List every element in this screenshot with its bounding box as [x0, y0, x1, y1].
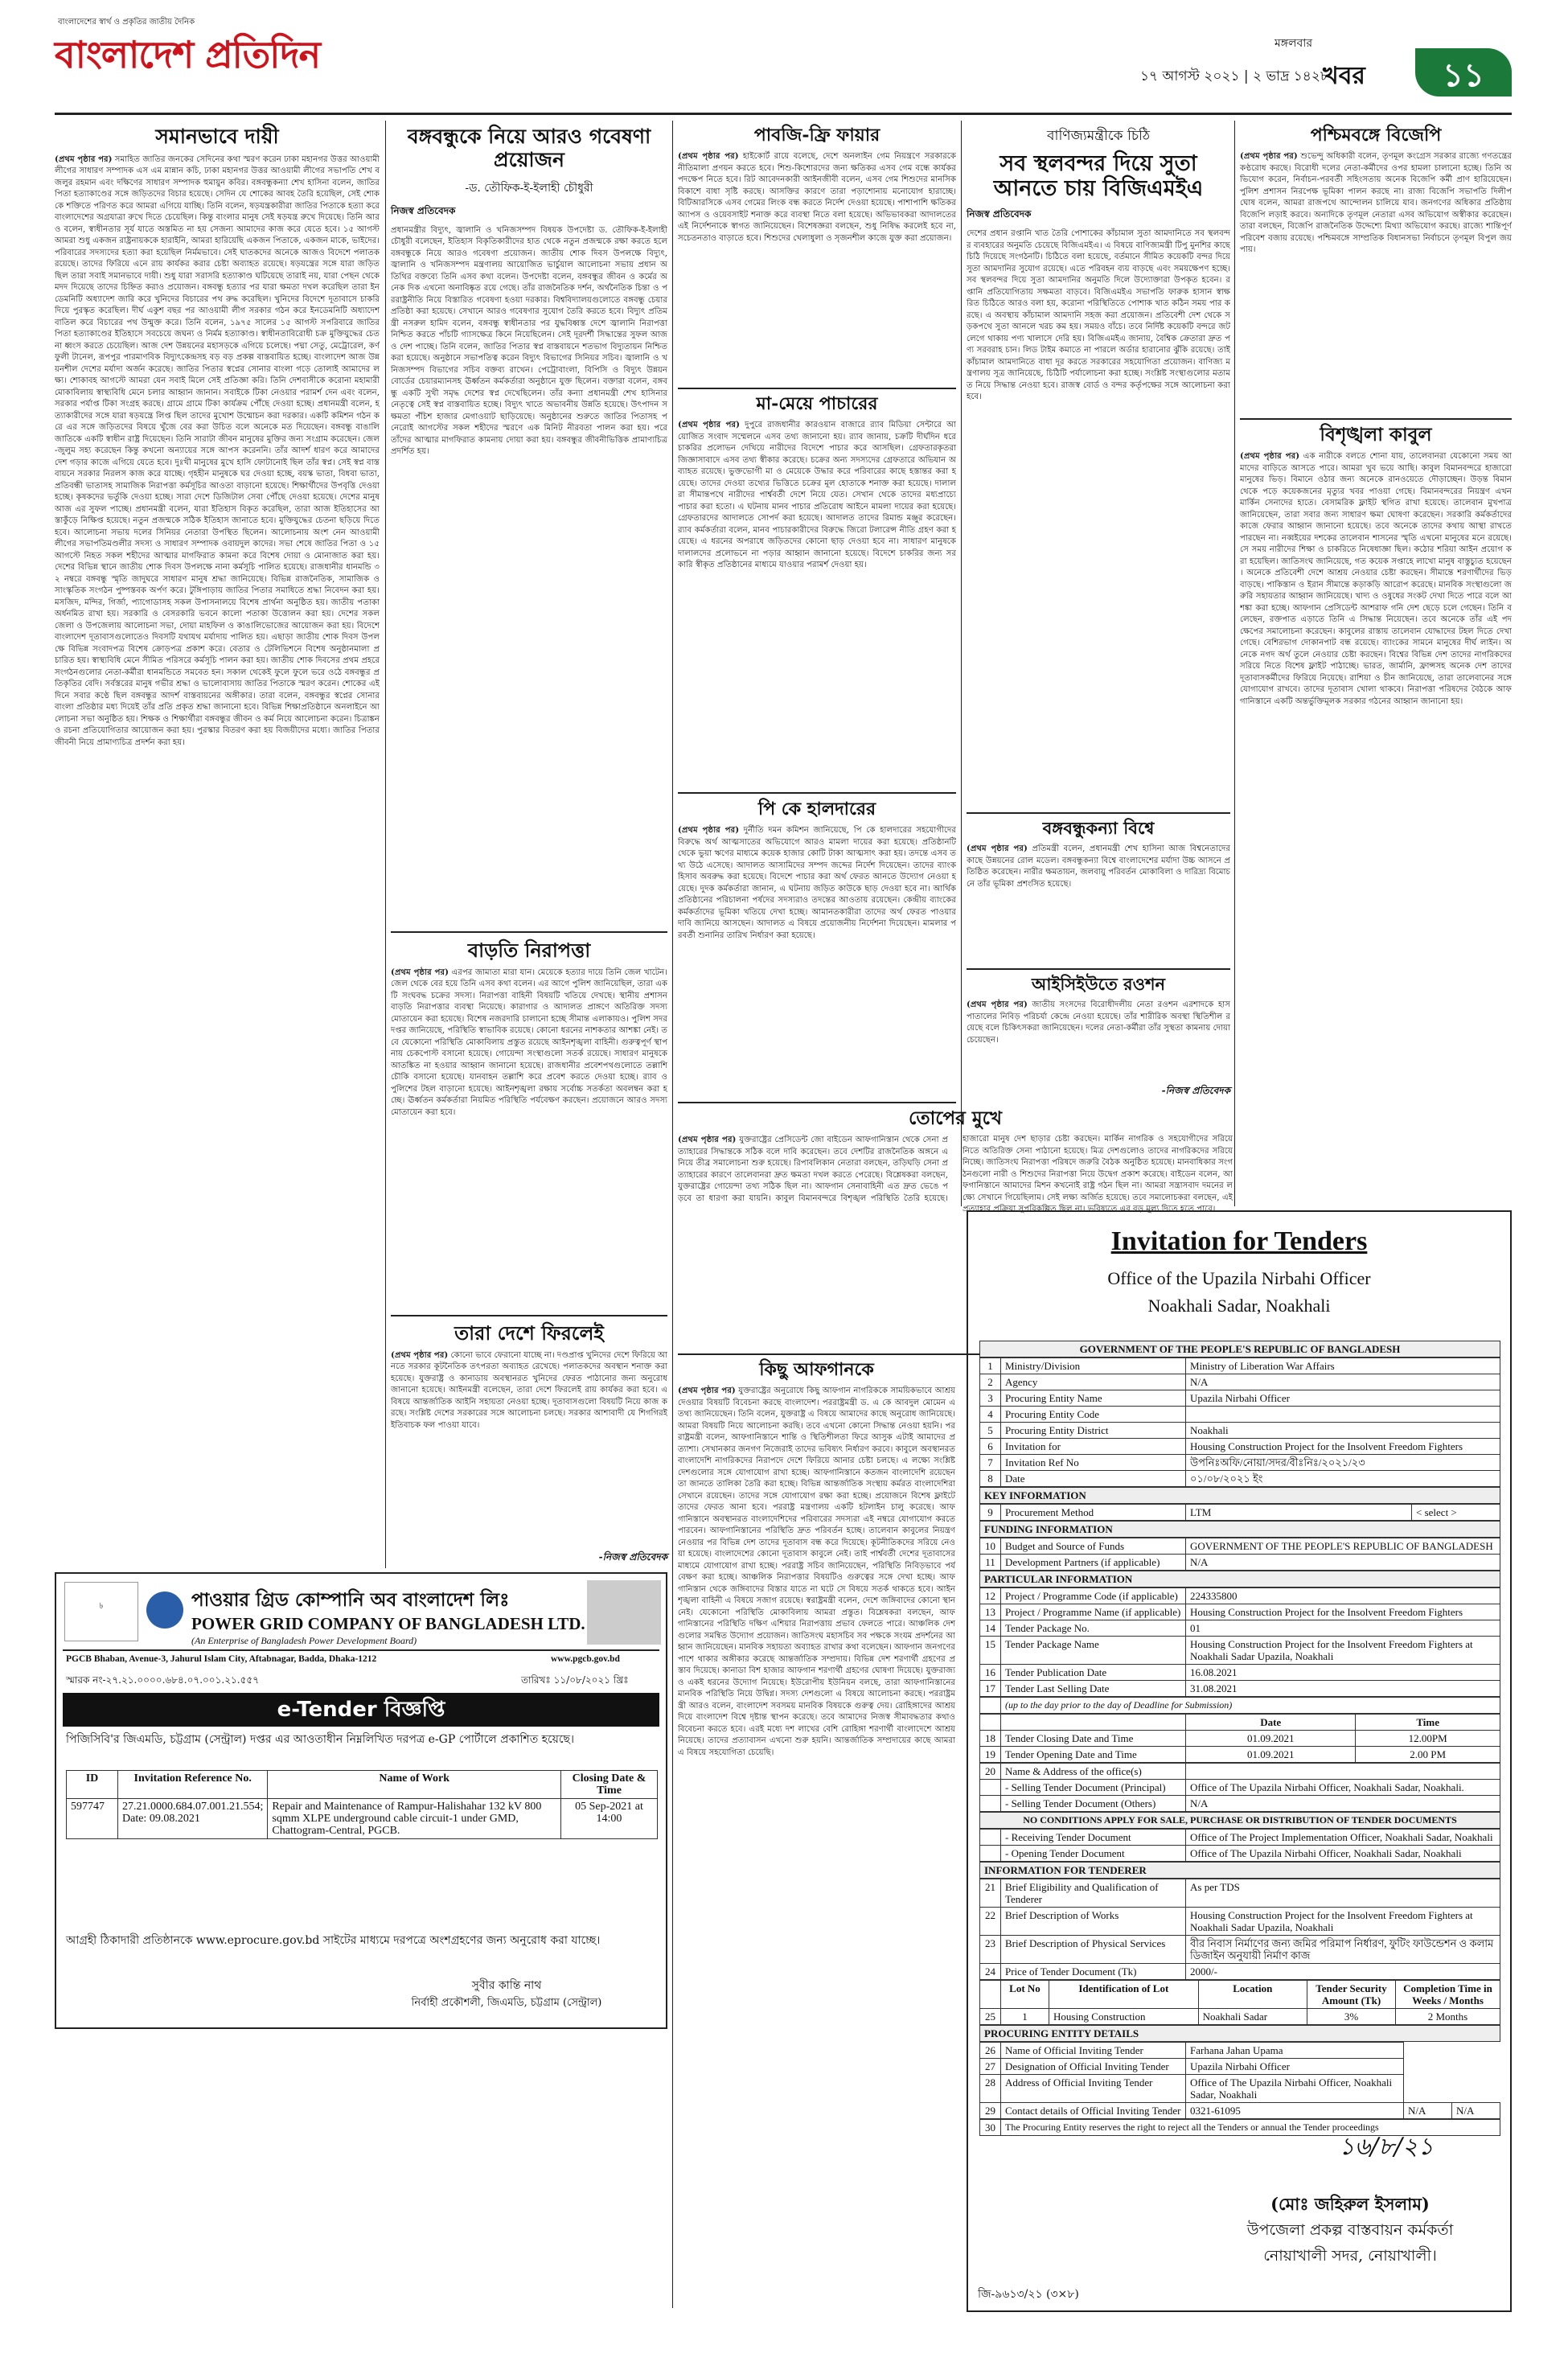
row-num: 13 — [980, 1604, 1001, 1620]
article-afghan — [678, 1355, 955, 2308]
row-label: Invitation for — [1001, 1439, 1186, 1455]
row-value: উপনিঃঅফি/নোয়া/সদর/বীঃনিঃ/২০২১/২৩ — [1186, 1455, 1500, 1471]
tender-row — [980, 1439, 1500, 1455]
lot-table — [979, 1980, 1500, 2025]
tender-row — [980, 1407, 1500, 1423]
row-value: Housing Construction Project for the Insolvent Freedom Fighters — [1186, 1604, 1500, 1620]
tender-row — [980, 2103, 1500, 2119]
sign-name: (মোঃ জহিরুল ইসলাম) — [1270, 2194, 1430, 2214]
etender-table — [66, 1770, 658, 1839]
lot-header: Lot No — [1001, 1981, 1049, 2009]
rows-offices — [979, 1763, 1500, 1812]
row-label: Project / Programme Code (if applicable) — [1001, 1588, 1186, 1604]
no-conditions — [979, 1812, 1500, 1829]
rows-funding — [979, 1538, 1500, 1571]
tender-row — [980, 1455, 1500, 1471]
sign-place: নোয়াখালী সদর, নোয়াখালী। — [1263, 2247, 1437, 2265]
row-label: Development Partners (if applicable) — [1001, 1555, 1186, 1571]
article-body: (প্রথম পৃষ্ঠার পর) দুপুরে রাজধানীর কারওয়ান বাজারে র‌্যাব মিডিয়া সেন্টারে আয়োজিত সংবাদ সম্মেলনে এসব তথ্য জানানো হয়। র‌্যাব জানায়, চক্রটি দীর্ঘদিন ধরে চাকরির প্রলোভন দেখিয়ে নারীদের বিদেশে পাচার করে আসছিল। গ্রেফতারকৃতরা জিজ্ঞাসাবাদে এসব তথ্য স্বীকার করেছে। চক্রের অন্য সদস্যদের গ্রেফতারে অভিযান অব্যাহত রয়েছে। ভুক্তভোগী মা ও মেয়েকে উদ্ধার করে পরিবারের কাছে হস্তান্তর করা হয়েছে। তাদের দেওয়া তথ্যের ভিত্তিতে চক্রের মূল হোতাকে শনাক্ত করা হয়েছে। দালালরা সীমান্তপথে নারীদের পার্শ্ববর্তী দেশে নিয়ে যেত। সেখান থেকে তাদের মধ্যপ্রাচ্যে পাচার করা হতো। এ ঘটনায় মানব পাচার প্রতিরোধ আইনে মামলা দায়ের করা হয়েছে। গ্রেফতারদের আদালতে সোপর্দ করা হয়েছে। আদালত তাদের রিমান্ড মঞ্জুর করেছেন। র‌্যাব কর্মকর্তারা বলেন, মানব পাচারকারীদের বিরুদ্ধে জিরো টলারেন্স নীতি গ্রহণ করা হয়েছে। এ ধরনের অপরাধে জড়িতদের কোনো ছাড় দেওয়া হবে না। সাধারণ মানুষকে দালালদের প্রলোভনে না পড়ার আহ্বান জানানো হয়েছে। বিদেশে চাকরির জন্য সরকারি স্বীকৃত প্রতিষ্ঠানের মাধ্যমে যাওয়ার পরামর্শ দেওয়া হয়। — [678, 420, 956, 570]
row-label: Name of Official Inviting Tender — [1001, 2043, 1186, 2059]
section-heading: FUNDING INFORMATION — [980, 1522, 1500, 1538]
article-body: (প্রথম পৃষ্ঠার পর) হাইকোর্ট রায়ে বলেছে, দেশে অনলাইন গেম নিয়ন্ত্রণে সরকারকে নীতিমালা প্রণয়ন করতে হবে। শিশু-কিশোরদের জন্য ক্ষতিকর এসব গেম বন্ধে কার্যকর পদক্ষেপ নিতে হবে। রিট আবেদনকারী আইনজীবী বলেন, এসব গেম শিশুদের মানসিক বিকাশে বাধা সৃষ্টি করছে। আসক্তির কারণে তারা পড়াশোনায় মনোযোগ হারাচ্ছে। বিটিআরসিকে এসব গেমের লিংক বন্ধ করতে নির্দেশ দেওয়া হয়েছে। পাশাপাশি ক্ষতিকর অ্যাপস ও ওয়েবসাইট শনাক্ত করে ব্যবস্থা নিতে বলা হয়েছে। অভিভাবকরা আদালতের এই নির্দেশনাকে স্বাগত জানিয়েছেন। বিশেষজ্ঞরা বলছেন, শুধু নিষিদ্ধ করলেই হবে না, সচেতনতাও বাড়াতে হবে। শিশুদের খেলাধুলা ও সৃজনশীল কাজে যুক্ত করা প্রয়োজন। — [678, 151, 956, 243]
row-value: 224335800 — [1186, 1588, 1500, 1604]
info-tenderer — [979, 1862, 1500, 1879]
tender-row — [980, 1538, 1500, 1555]
article-body: (প্রথম পৃষ্ঠার পর) প্রতিমন্ত্রী বলেন, প্রধানমন্ত্রী শেখ হাসিনা আজ বিশ্বনেতাদের কাছে উন্নয়নের রোল মডেল। বঙ্গবন্ধুকন্যা বিশ্বে বাংলাদেশের মর্যাদা উচ্চ আসনে প্রতিষ্ঠিত করেছেন। নারীর ক্ষমতায়ন, জলবায়ু পরিবর্তন মোকাবিলা ও দারিদ্র্য বিমোচনে তাঁর ভূমিকা প্রশংসিত হয়েছে। — [967, 844, 1230, 889]
etender-title: e-Tender বিজ্ঞপ্তি — [63, 1693, 659, 1727]
headline: বঙ্গবন্ধুকন্যা বিশ্বে — [1042, 818, 1155, 838]
section-heading: NO CONDITIONS APPLY FOR SALE, PURCHASE OR DISTRIBUTION OF TENDER DOCUMENTS — [980, 1813, 1500, 1829]
lot-header: Completion Time in Weeks / Months — [1396, 1981, 1500, 2009]
article-tara-deshe — [391, 1317, 667, 1567]
row-label: Brief Description of Physical Services — [1001, 1936, 1186, 1964]
section-rule — [391, 931, 667, 933]
selling-note — [979, 1697, 1500, 1714]
headline: পি কে হালদারের — [757, 799, 876, 819]
row-label: - Receiving Tender Document — [1001, 1830, 1186, 1846]
section-rule — [678, 792, 956, 794]
memo-date: তারিখঃ ১১/০৮/২০২১ খ্রিঃ — [521, 1674, 629, 1686]
headline: মা-মেয়ে পাচারের — [756, 393, 878, 414]
continued-label: (প্রথম পৃষ্ঠার পর) — [1240, 451, 1300, 462]
tender-row — [980, 1747, 1500, 1763]
tender-row — [980, 1374, 1500, 1390]
tender-row — [980, 1423, 1500, 1439]
row-num: 14 — [980, 1620, 1001, 1637]
row-date: 01.09.2021 — [1186, 1731, 1356, 1747]
article-body: (প্রথম পৃষ্ঠার পর) জাতীয় সংসদের বিরোধীদলীয় নেতা রওশন এরশাদকে হাসপাতালের নিবিড় পরিচর্যা কেন্দ্রে নেওয়া হয়েছে। তাঁর শারীরিক অবস্থা স্থিতিশীল রয়েছে বলে চিকিৎসকরা জানিয়েছেন। দলের নেতা-কর্মীরা তাঁর সুস্থতা কামনায় দোয়া চেয়েছেন। — [967, 1000, 1230, 1045]
row-value: N/A — [1186, 1555, 1500, 1571]
article-barti-nirapotta — [391, 934, 667, 1312]
row-label: Tender Publication Date — [1001, 1665, 1186, 1681]
tender-row — [980, 1555, 1500, 1571]
lot-time: 2 Months — [1396, 2009, 1500, 2025]
tender-row — [980, 2075, 1500, 2103]
company-subtitle: (An Enterprise of Bangladesh Power Development Board) — [191, 1635, 417, 1646]
col-header: Name of Work — [268, 1771, 561, 1799]
weekday: মঙ্গলবার — [1275, 37, 1313, 50]
row-label: Name & Address of the office(s) — [1001, 1764, 1186, 1780]
col-header: ID — [67, 1771, 118, 1799]
row-num: 23 — [980, 1936, 1001, 1964]
tender-title: Invitation for Tenders — [1110, 1226, 1368, 1256]
row-num: 8 — [980, 1471, 1001, 1487]
company-name-bn: পাওয়ার গ্রিড কোম্পানি অব বাংলাদেশ লিঃ — [191, 1589, 510, 1611]
row-num — [980, 1830, 1001, 1846]
lot-ident: Housing Construction — [1049, 2009, 1199, 2025]
row-time: 2.00 PM — [1356, 1747, 1500, 1763]
tender-row — [980, 1964, 1500, 1980]
newspaper-logo: বাংলাদেশ প্রতিদিন — [55, 33, 321, 76]
tender-row — [980, 1731, 1500, 1747]
row-label: Agency — [1001, 1374, 1186, 1390]
col-header: Closing Date & Time — [561, 1771, 658, 1799]
row-num: 26 — [980, 2043, 1001, 2059]
tender-ref: 27.21.0000.684.07.001.21.554; Date: 09.08.2021 — [118, 1799, 268, 1839]
continued-label: (প্রথম পৃষ্ঠার পর) — [967, 844, 1028, 854]
continued-label: (প্রথম পৃষ্ঠার পর) — [678, 420, 740, 430]
row-label: Project / Programme Name (if applicable) — [1001, 1604, 1186, 1620]
row-num: 4 — [980, 1407, 1001, 1423]
row-time: 12.00PM — [1356, 1731, 1500, 1747]
tender-row — [980, 1358, 1500, 1374]
rows-receiving — [979, 1829, 1500, 1862]
article-body: (প্রথম পৃষ্ঠার পর) এক নারীকে বলতে শোনা যায়, তালেবানরা যেকোনো সময় আমাদের বাড়িতে আসতে পারে। আমরা খুব ভয়ে আছি। কাবুল বিমানবন্দরে হাজারো মানুষের ভিড়। বিমানে ওঠার জন্য অনেকে রানওয়েতে দৌড়াচ্ছেন। উড়ন্ত বিমান থেকে পড়ে কয়েকজনের মৃত্যুর খবর পাওয়া গেছে। বিমানবন্দরের নিয়ন্ত্রণ এখন মার্কিন সেনাদের হাতে। বেসামরিক ফ্লাইট স্থগিত রাখা হয়েছে। তালেবান মুখপাত্র জানিয়েছেন, তারা সবার জন্য সাধারণ ক্ষমা ঘোষণা করেছেন। সরকারি কর্মকর্তাদের কাজে ফেরার আহ্বান জানানো হয়েছে। তবে অনেকে তাদের কথায় আস্থা রাখতে পারছেন না। নব্বইয়ের দশকের তালেবান শাসনের স্মৃতি এখনো মানুষের মনে রয়েছে। সে সময় নারীদের শিক্ষা ও চাকরিতে নিষেধাজ্ঞা ছিল। কঠোর শরিয়া আইন প্রয়োগ করা হয়েছিল। জাতিসংঘ জানিয়েছে, গত কয়েক সপ্তাহে লাখো মানুষ বাস্তুচ্যুত হয়েছেন। অনেকে প্রতিবেশী দেশে আশ্রয় নেওয়ার চেষ্টা করছেন। সীমান্তে শরণার্থীদের ভিড় বাড়ছে। পাকিস্তান ও ইরান সীমান্তে কড়াকড়ি আরোপ করেছে। মানবিক সংস্থাগুলো জরুরি সহায়তার আহ্বান জানিয়েছে। খাদ্য ও ওষুধের সংকট দেখা দিতে পারে বলে আশঙ্কা করা হচ্ছে। আফগান প্রেসিডেন্ট আশরাফ গনি দেশ ছেড়ে চলে গেছেন। তিনি বলেছেন, রক্তপাত এড়াতে তিনি এ সিদ্ধান্ত নিয়েছেন। তবে অনেকে তাঁর এই পদক্ষেপের সমালোচনা করেছেন। কাবুলের রাস্তায় তালেবান যোদ্ধাদের টহল দিতে দেখা গেছে। বেশিরভাগ দোকানপাট বন্ধ রয়েছে। ব্যাংকের সামনে মানুষের দীর্ঘ লাইন। অনেকে নগদ অর্থ তুলে নেওয়ার চেষ্টা করছেন। বিশ্বের বিভিন্ন দেশ তাদের নাগরিকদের সরিয়ে নিতে বিশেষ ফ্লাইট পাঠাচ্ছে। ভারত, জার্মানি, ফ্রান্সসহ অনেক দেশ তাদের দূতাবাসকর্মীদের ফিরিয়ে নিয়েছে। রাশিয়া ও চীন জানিয়েছে, তারা তালেবানের সঙ্গে যোগাযোগ রাখবে। তাদের দূতাবাস খোলা থাকবে। নিরাপত্তা পরিষদের বৈঠকে আফগানিস্তানে একটি অন্তর্ভুক্তিমূলক সরকার গঠনের আহ্বান জানানো হয়। — [1240, 451, 1512, 706]
row-num: 27 — [980, 2059, 1001, 2075]
row-label: Address of Official Inviting Tender — [1001, 2075, 1186, 2103]
headline: তারা দেশে ফিরলেই — [454, 1321, 604, 1345]
row-num: 19 — [980, 1747, 1001, 1763]
tender-location: Noakhali Sadar, Noakhali — [1147, 1296, 1331, 1316]
article-body: (প্রথম পৃষ্ঠার পর) সমাহিত জাতির জনকের সেদিনের কথা স্মরণ করেন ঢাকা মহানগর উত্তর আওয়ামী লীগের সাধারণ সম্পাদক এস এম মান্নান কচি, ঢাকা মহানগর উত্তর আওয়ামী লীগের সভাপতি শেখ বজলুর রহমান এবং দক্ষিণের সাধারণ সম্পাদক হুমায়ুন কবির। বঙ্গবন্ধুকন্যা শেখ হাসিনা বলেন, জাতির পিতা হত্যাকাণ্ডের সঙ্গে জড়িতদের বিচার হয়েছে। সেদিন যে শোকের আবহ তৈরি হয়েছিল, সেই শোককে শক্তিতে পরিণত করে আমরা এগিয়ে যাচ্ছি। তিনি বলেন, ষড়যন্ত্রকারীরা জাতির পিতাকে হত্যা করে বাংলাদেশের অগ্রযাত্রা রুখে দিতে চেয়েছিল। কিন্তু বাংলার মানুষ সেই ষড়যন্ত্র রুখে দিয়েছে। তিনি আরও বলেন, স্বাধীনতার সূর্য যাতে অস্তমিত না হয় সেজন্য আমাদের কাজ করে যেতে হবে। ১৫ আগস্ট আমরা শুধু একজন রাষ্ট্রনায়ককে হারাইনি, আমরা হারিয়েছি একজন পিতাকে, একজন মাকে, ভাইদের। পরিবারের সদস্যদের হত্যা করা হয়েছিল নির্মমভাবে। সেই ঘাতকদের অনেকে আজও বিদেশে পলাতক রয়েছে। তাদের ফিরিয়ে এনে রায় কার্যকর করার চেষ্টা অব্যাহত রয়েছে। ষড়যন্ত্রের সঙ্গে যারা জড়িত ছিল তারা সবাই সমানভাবে দায়ী। শুধু যারা সরাসরি হত্যাকাণ্ড ঘটিয়েছে তারাই নয়, যারা পেছন থেকে মদদ দিয়েছে তাদের চিহ্নিত করাও প্রয়োজন। বঙ্গবন্ধু হত্যার পর যারা ক্ষমতা দখল করেছিল তারা ইনডেমনিটি অধ্যাদেশ জারি করে খুনিদের বিচারের পথ রুদ্ধ করেছিল। খুনিদের বিদেশে দূতাবাসে চাকরি দিয়ে পুরস্কৃত করেছিল। দীর্ঘ একুশ বছর পর আওয়ামী লীগ সরকার গঠন করে ইনডেমনিটি অধ্যাদেশ বাতিল করে বিচারের পথ উন্মুক্ত করে। তিনি বলেন, ১৯৭৫ সালের ১৫ আগস্ট সপরিবারে জাতির পিতা হত্যাকাণ্ডের ইতিহাসে সবচেয়ে জঘন্য ও নির্মম হত্যাকাণ্ড। স্বাধীনতাবিরোধী চক্র মুক্তিযুদ্ধের চেতনা ধ্বংস করতে চেয়েছিল। আজ দেশ উন্নয়নের মহাসড়কে এগিয়ে চলেছে। পদ্মা সেতু, মেট্রোরেল, কর্ণফুলী টানেল, রূপপুর পারমাণবিক বিদ্যুৎকেন্দ্রসহ বড় বড় প্রকল্প বাস্তবায়িত হচ্ছে। বাংলাদেশ আজ উন্নয়নশীল দেশের মর্যাদা অর্জন করেছে। জাতির পিতার স্বপ্নের সোনার বাংলা গড়ে তোলাই আমাদের লক্ষ্য। শোকাবহ আগস্টে আমরা যেন সবাই মিলে সেই প্রতিজ্ঞা করি। তিনি দেশবাসীকে করোনা মহামারী মোকাবিলায় স্বাস্থ্যবিধি মেনে চলার আহ্বান জানান। সবাইকে টিকা নেওয়ার পরামর্শ দেন এবং বলেন, সরকার পর্যাপ্ত টিকা সংগ্রহ করছে। গ্রামে গ্রামে টিকা কার্যক্রম পৌঁছে দেওয়া হচ্ছে। প্রধানমন্ত্রী বলেন, হত্যাকারীদের সঙ্গে যারা ষড়যন্ত্রে লিপ্ত ছিল তাদের মুখোশ উন্মোচন করা দরকার। একটি কমিশন গঠন করে এর সঙ্গে জড়িতদের বিষয়ে খুঁজে বের করা উচিত বলে অনেকে মত দিয়েছেন। বঙ্গবন্ধু বাঙালি জাতিকে একটি স্বাধীন রাষ্ট্র দিয়েছেন। তিনি সারাটা জীবন মানুষের মুক্তির জন্য সংগ্রাম করেছেন। জেল-জুলুম সহ্য করেছেন কিন্তু কখনো অন্যায়ের সঙ্গে আপস করেননি। তাঁর আদর্শ ধারণ করে আমাদের দেশ গড়ার কাজে এগিয়ে যেতে হবে। দুঃখী মানুষের মুখে হাসি ফোটানোই ছিল তাঁর স্বপ্ন। সেই স্বপ্ন বাস্তবায়নে সরকার নিরলস কাজ করে যাচ্ছে। গৃহহীন মানুষকে ঘর দেওয়া হচ্ছে, বয়স্ক ভাতা, বিধবা ভাতা, প্রতিবন্ধী ভাতাসহ সামাজিক নিরাপত্তা কর্মসূচির আওতা বাড়ানো হয়েছে। শিক্ষার্থীদের উপবৃত্তি দেওয়া হচ্ছে। কৃষকদের ভর্তুকি দেওয়া হচ্ছে। সারা দেশে ডিজিটাল সেবা পৌঁছে দেওয়া হয়েছে। দেশের মানুষ আজ এর সুফল পাচ্ছে। প্রধানমন্ত্রী বলেন, যারা ইতিহাস বিকৃত করেছিল, তারা আজ ইতিহাসের আস্তাকুঁড়ে নিক্ষিপ্ত হয়েছে। নতুন প্রজন্মকে সঠিক ইতিহাস জানাতে হবে। মুক্তিযুদ্ধের চেতনা ছড়িয়ে দিতে হবে। আলোচনা সভায় দলের সিনিয়র নেতারা উপস্থিত ছিলেন। আলোচনায় অংশ নেন আওয়ামী লীগের সভাপতিমণ্ডলীর সদস্য ও সাধারণ সম্পাদক ওবায়দুল কাদের। সভা শেষে জাতির পিতা ও ১৫ আগস্টে নিহত সকল শহীদের আত্মার মাগফিরাত কামনা করে বিশেষ দোয়া ও মোনাজাত করা হয়। দেশের বিভিন্ন স্থানে জাতীয় শোক দিবস উপলক্ষে নানা কর্মসূচি পালিত হয়েছে। রাজধানীর ধানমন্ডি ৩২ নম্বরে বঙ্গবন্ধু স্মৃতি জাদুঘরে সাধারণ মানুষ শ্রদ্ধা জানিয়েছে। বিভিন্ন রাজনৈতিক, সামাজিক ও সাংস্কৃতিক সংগঠন পুষ্পস্তবক অর্পণ করে। টুঙ্গিপাড়ায় জাতির পিতার সমাধিতে শ্রদ্ধা নিবেদন করা হয়। মসজিদ, মন্দির, গির্জা, প্যাগোডাসহ সকল উপাসনালয়ে বিশেষ প্রার্থনা অনুষ্ঠিত হয়। জাতীয় পতাকা অর্ধনমিত রাখা হয়। সরকারি ও বেসরকারি ভবনে কালো পতাকা উত্তোলন করা হয়। দেশের সকল জেলা ও উপজেলায় আলোচনা সভা, দোয়া মাহফিল ও কাঙালিভোজের আয়োজন করা হয়। বিদেশে বাংলাদেশ দূতাবাসগুলোতেও দিবসটি যথাযথ মর্যাদায় পালিত হয়। এছাড়া জাতীয় শোক দিবস উপলক্ষে বিভিন্ন সংবাদপত্র বিশেষ ক্রোড়পত্র প্রকাশ করে। বেতার ও টেলিভিশনে বিশেষ অনুষ্ঠানমালা প্রচারিত হয়। স্বাস্থ্যবিধি মেনে সীমিত পরিসরে কর্মসূচি পালন করা হয়। জাতীয় শোক দিবসের প্রথম প্রহরে সংগঠনগুলোর নেতা-কর্মীরা ধানমন্ডিতে সমবেত হন। সকাল থেকেই ফুলে ফুলে ভরে ওঠে বঙ্গবন্ধুর প্রতিকৃতির বেদি। সর্বস্তরের মানুষ গভীর শ্রদ্ধা ও ভালোবাসায় জাতির পিতাকে স্মরণ করেন। শোকের এই দিনে সবার কণ্ঠে ছিল বঙ্গবন্ধুর আদর্শ বাস্তবায়নের অঙ্গীকার। তারা বলেন, বঙ্গবন্ধুর স্বপ্নের সোনার বাংলা প্রতিষ্ঠার মধ্য দিয়েই তাঁর প্রতি প্রকৃত শ্রদ্ধা জানানো হবে। বিভিন্ন শিক্ষাপ্রতিষ্ঠানে অনলাইনে আলোচনা সভা অনুষ্ঠিত হয়। শিক্ষক ও শিক্ষার্থীরা বঙ্গবন্ধুর জীবন ও কর্ম নিয়ে আলোচনা করেন। চিত্রাঙ্কন ও রচনা প্রতিযোগিতার আয়োজন করা হয়। পুরস্কার বিতরণ করা হয় বিজয়ীদের মধ্যে। জাতির পিতার জীবনী নিয়ে প্রামাণ্যচিত্র প্রদর্শন করা হয়। — [55, 154, 380, 747]
tender-work: Repair and Maintenance of Rampur-Halishahar 132 kV 800 sqmm XLPE underground cable circuit-1 under GMD, Chattogram-Central, PGCB. — [268, 1799, 561, 1839]
row-num: 30 — [980, 2120, 1001, 2136]
headline: বিশৃঙ্খলা কাবুল — [1320, 424, 1432, 446]
tender-office: Office of the Upazila Nirbahi Officer — [1107, 1268, 1371, 1288]
article-bangabandhu-kanya — [967, 814, 1230, 967]
row-label: Price of Tender Document (Tk) — [1001, 1964, 1186, 1980]
row-num: 6 — [980, 1439, 1001, 1455]
page-number: ১১ — [1443, 57, 1484, 94]
lot-location: Noakhali Sadar — [1198, 2009, 1307, 2025]
row-label: Procuring Entity District — [1001, 1423, 1186, 1439]
masthead-rule — [55, 113, 1512, 115]
row-label: Date — [1001, 1471, 1186, 1487]
rows-tenderer — [979, 1879, 1500, 1980]
row-date: 01.09.2021 — [1186, 1747, 1356, 1763]
tender-row — [980, 2043, 1500, 2059]
row-value: Farhana Jahan Upama — [1186, 2043, 1404, 2059]
row-num: 29 — [980, 2103, 1001, 2119]
row-value: 31.08.2021 — [1186, 1681, 1500, 1697]
article-body: (প্রথম পৃষ্ঠার পর) যুক্তরাষ্ট্রের প্রেসিডেন্ট জো বাইডেন আফগানিস্তান থেকে সেনা প্রত্যাহারের সিদ্ধান্তকে সঠিক বলে দাবি করেছেন। তবে দেশটির রাজনৈতিক অঙ্গনে এ নিয়ে তীব্র সমালোচনা শুরু হয়েছে। রিপাবলিকান নেতারা বলছেন, তড়িঘড়ি সেনা প্রত্যাহারের কারণে তালেবানরা দ্রুত ক্ষমতা দখল করতে পেরেছে। বিশ্লেষকরা বলছেন, যুক্তরাষ্ট্রের গোয়েন্দা তথ্য সঠিক ছিল না। আফগান সেনাবাহিনী এত দ্রুত ভেঙে পড়বে তা ধারণা করা যায়নি। কাবুল বিমানবন্দরে বিশৃঙ্খল পরিস্থিতি তৈরি হয়েছে। হাজারো মানুষ দেশ ছাড়ার চেষ্টা করছেন। মার্কিন নাগরিক ও সহযোগীদের সরিয়ে নিতে অতিরিক্ত সেনা পাঠানো হয়েছে। মিত্র দেশগুলোও তাদের নাগরিকদের সরিয়ে নিচ্ছে। জাতিসংঘ নিরাপত্তা পরিষদে জরুরি বৈঠক অনুষ্ঠিত হয়েছে। মানবাধিকার সংগঠনগুলো নারী ও শিশুদের নিরাপত্তা নিয়ে উদ্বেগ প্রকাশ করেছে। বাইডেন বলেন, আফগানিস্তানে আমাদের মিশন কখনোই রাষ্ট্র গঠন ছিল না। আমরা সন্ত্রাসবাদ দমনের লক্ষ্যে সেখানে গিয়েছিলাম। সেই লক্ষ্য অর্জিত হয়েছে। তবে সমালোচকরা বলছেন, এই প্রত্যাহার প্রক্রিয়া সুপরিকল্পিত ছিল না। ভবিষ্যতে এর বড় মূল্য দিতে হতে পারে। — [678, 1135, 1233, 1214]
row-label: - Selling Tender Document (Others) — [1001, 1796, 1186, 1812]
row-value: Housing Construction Project for the Insolvent Freedom Fighters at Noakhali Sadar Upazila, Noakhali — [1186, 1637, 1500, 1665]
row-num: 11 — [980, 1555, 1001, 1571]
kicker: বাণিজ্যমন্ত্রীকে চিঠি — [1047, 128, 1150, 144]
procurement-method — [979, 1504, 1500, 1521]
row-num: 2 — [980, 1374, 1001, 1390]
row-label: Procuring Entity Name — [1001, 1390, 1186, 1407]
article-west-bengal — [1240, 121, 1512, 417]
row-value: 01 — [1186, 1620, 1500, 1637]
signatory-title: নির্বাহী প্রকৌশলী, জিএমডি, চট্টগ্রাম (সেন্ট্রাল) — [411, 1997, 602, 2009]
article-body: (প্রথম পৃষ্ঠার পর) দুর্নীতি দমন কমিশন জানিয়েছে, পি কে হালদারের সহযোগীদের বিরুদ্ধে অর্থ আত্মসাতের অভিযোগে আরও মামলা দায়ের করা হয়েছে। প্রতিষ্ঠানটি থেকে ভুয়া ঋণের মাধ্যমে কয়েক হাজার কোটি টাকা আত্মসাৎ করা হয়। তদন্তে এসব তথ্য উঠে এসেছে। আদালত আসামিদের সম্পদ জব্দের নির্দেশ দিয়েছেন। তাদের ব্যাংক হিসাব অবরুদ্ধ করা হয়েছে। বিদেশে পাচার করা অর্থ ফেরত আনতে উদ্যোগ নেওয়া হয়েছে। দুদক কর্মকর্তারা জানান, এ ঘটনায় জড়িত কাউকে ছাড় দেওয়া হবে না। আর্থিক প্রতিষ্ঠানের পরিচালনা পর্ষদের সদস্যরাও তদন্তের আওতায় রয়েছেন। কেন্দ্রীয় ব্যাংকের কর্মকর্তাদের ভূমিকা খতিয়ে দেখা হচ্ছে। আমানতকারীরা তাদের অর্থ ফেরত পাওয়ার দাবি জানিয়ে আসছেন। আদালত এ বিষয়ে প্রয়োজনীয় নির্দেশনা দিয়েছেন। মামলার পরবর্তী শুনানির তারিখ নির্ধারণ করা হয়েছে। — [678, 825, 956, 940]
tender-row — [980, 1588, 1500, 1604]
article-body: দেশের প্রধান রপ্তানি খাত তৈরি পোশাকের কাঁচামাল সুতা আমদানিতে সব স্থলবন্দর ব্যবহারের অনুমতি চেয়েছে বিজিএমইএ। এ বিষয়ে বাণিজ্যমন্ত্রী টিপু মুনশির কাছে চিঠি দিয়েছে সংগঠনটি। চিঠিতে বলা হয়েছে, বর্তমানে সীমিত কয়েকটি বন্দর দিয়ে সুতা আমদানির সুযোগ রয়েছে। এতে পরিবহন ব্যয় বাড়ছে এবং সময়ক্ষেপণ হচ্ছে। সব স্থলবন্দর দিয়ে সুতা আমদানির অনুমতি দিলে উদ্যোক্তারা উপকৃত হবেন। রপ্তানি প্রতিযোগিতায় সক্ষমতা বাড়বে। বিজিএমইএ সভাপতি ফারুক হাসান স্বাক্ষরিত চিঠিতে আরও বলা হয়, করোনা পরিস্থিতিতে পোশাক খাত কঠিন সময় পার করছে। এ অবস্থায় কাঁচামাল আমদানি সহজ করা প্রয়োজন। প্রতিবেশী দেশ থেকে সড়কপথে সুতা আনলে খরচ কম হয়। সময়ও বাঁচে। তবে নির্দিষ্ট কয়েকটি বন্দরে জট লেগে থাকায় পণ্য খালাসে দেরি হয়। বিজিএমইএ জানায়, বৈশ্বিক ক্রেতারা দ্রুত পণ্য সরবরাহ চান। লিড টাইম কমাতে না পারলে অর্ডার হারানোর ঝুঁকি রয়েছে। তাই কাঁচামাল আমদানিতে বাধা দূর করতে সরকারের সহযোগিতা প্রয়োজন। বাণিজ্য মন্ত্রণালয় সূত্র জানিয়েছে, চিঠিটি পর্যালোচনা করা হচ্ছে। সংশ্লিষ্ট সংস্থাগুলোর মতামত নিয়ে সিদ্ধান্ত নেওয়া হবে। রাজস্ব বোর্ড ও বন্দর কর্তৃপক্ষের সঙ্গে আলোচনা করা হবে। — [967, 229, 1230, 402]
row-num: 24 — [980, 1964, 1001, 1980]
continued-label: (প্রথম পৃষ্ঠার পর) — [967, 1000, 1028, 1010]
reporter: -নিজস্ব প্রতিবেদক — [598, 1550, 667, 1563]
row-num: 25 — [980, 2009, 1001, 2025]
row-value — [1186, 1407, 1500, 1423]
row-value: N/A — [1186, 1374, 1500, 1390]
headline: পাবজি-ফ্রি ফায়ার — [753, 125, 880, 146]
continued-label: (প্রথম পৃষ্ঠার পর) — [55, 154, 113, 164]
row-num: 18 — [980, 1731, 1001, 1747]
tender-row — [980, 1764, 1500, 1780]
tender-row — [980, 1471, 1500, 1487]
tender-row — [980, 1879, 1500, 1908]
company-website[interactable]: www.pgcb.gov.bd — [551, 1654, 620, 1664]
tender-row — [980, 1796, 1500, 1812]
row-num: 9 — [980, 1505, 1001, 1521]
reporter: -নিজস্ব প্রতিবেদক — [1161, 1085, 1230, 1097]
row-value: Office of The Project Implementation Officer, Noakhali Sadar, Noakhali — [1186, 1830, 1500, 1846]
particular-info — [979, 1571, 1500, 1587]
issue-date: ১৭ আগস্ট ২০২১ | ২ ভাদ্র ১৪২৮ — [1140, 68, 1329, 84]
headline: সব স্থলবন্দর দিয়ে সুতা আনতে চায় বিজিএমইএ — [993, 151, 1204, 202]
row-num: 12 — [980, 1588, 1001, 1604]
date-header: Date — [1186, 1715, 1356, 1731]
article-pubg — [678, 121, 956, 386]
row-value: Upazila Nirbahi Officer — [1186, 1390, 1500, 1407]
method-select: < select > — [1412, 1505, 1500, 1521]
column-divider — [961, 121, 962, 1206]
article-sutay — [967, 121, 1230, 811]
article-body: (প্রথম পৃষ্ঠার পর) শুভেন্দু অধিকারী বলেন, তৃণমূল কংগ্রেস সরকার রাজ্যে গণতন্ত্রের কণ্ঠরোধ করছে। বিরোধী দলের নেতা-কর্মীদের ওপর হামলা চালানো হচ্ছে। তিনি অভিযোগ করেন, নির্বাচন-পরবর্তী সহিংসতায় অনেক বিজেপি কর্মী প্রাণ হারিয়েছেন। পুলিশ প্রশাসন নিরপেক্ষ ভূমিকা পালন করছে না। রাজ্য বিজেপি সভাপতি দিলীপ ঘোষ বলেন, আমরা রাজপথে আন্দোলন চালিয়ে যাব। জনগণের অধিকার প্রতিষ্ঠায় বিজেপি লড়াই করবে। অন্যদিকে তৃণমূল নেতারা এসব অভিযোগ অস্বীকার করেছেন। তারা বলছেন, বিজেপি রাজনৈতিক উদ্দেশ্যে মিথ্যা অভিযোগ করছে। রাজ্যে শান্তিপূর্ণ পরিবেশ বজায় রয়েছে। পশ্চিমবঙ্গে সাম্প্রতিক বিধানসভা নির্বাচনে তৃণমূল বিপুল জয় পায়। — [1240, 151, 1512, 255]
tender-row — [980, 1681, 1500, 1697]
tender-row — [980, 1780, 1500, 1796]
article-saman — [55, 121, 380, 1560]
headline: বাড়তি নিরাপত্তা — [467, 939, 591, 962]
row-value: 2000/- — [1186, 1964, 1500, 1980]
row-num: 16 — [980, 1665, 1001, 1681]
time-header: Time — [1356, 1715, 1500, 1731]
row-label: Brief Eligibility and Qualification of Tenderer — [1001, 1879, 1186, 1908]
row-value: Housing Construction Project for the Insolvent Freedom Fighters at Noakhali Sadar Upazila, Noakhali — [1186, 1908, 1500, 1936]
continued-label: (প্রথম পৃষ্ঠার পর) — [678, 825, 740, 836]
article-body: (প্রথম পৃষ্ঠার পর) এরপর জামাতা মারা যান। মেয়েকে হত্যার দায়ে তিনি জেল খাটেন। জেল থেকে বের হয়ে তিনি এসব কথা বলেন। এর আগে পুলিশ জানিয়েছিল, তারা একটি সংঘবদ্ধ চক্রের সদস্য। নিরাপত্তা বাহিনী বিষয়টি খতিয়ে দেখছে। স্থানীয় প্রশাসন বাড়তি নিরাপত্তার ব্যবস্থা নিয়েছে। কারাগার ও আদালত প্রাঙ্গণে অতিরিক্ত সদস্য মোতায়েন করা হয়েছে। বিশেষ নজরদারি চালানো হচ্ছে সীমান্ত এলাকায়ও। পুলিশ সদর দপ্তর জানিয়েছে, পরিস্থিতি স্বাভাবিক রয়েছে। কোনো ধরনের নাশকতার আশঙ্কা নেই। তবে যেকোনো পরিস্থিতি মোকাবিলায় প্রস্তুত রয়েছে আইনশৃঙ্খলা বাহিনী। গুরুত্বপূর্ণ স্থাপনায় চেকপোস্ট বসানো হয়েছে। গোয়েন্দা সংস্থাগুলো সতর্ক রয়েছে। সাধারণ মানুষকে আতঙ্কিত না হওয়ার আহ্বান জানানো হয়েছে। রাজধানীর প্রবেশপথগুলোতে তল্লাশি চৌকি বসানো হয়েছে। যানবাহন তল্লাশি করে প্রবেশ করতে দেওয়া হচ্ছে। র‌্যাব ও পুলিশের টহল বাড়ানো হয়েছে। আইনশৃঙ্খলা রক্ষায় সর্বোচ্চ সতর্কতা অবলম্বন করা হচ্ছে। ঊর্ধ্বতন কর্মকর্তারা নিয়মিত পরিস্থিতি পর্যবেক্ষণ করছেন। প্রয়োজনে আরও সদস্য মোতায়েন করা হবে। — [391, 967, 667, 1117]
row-label: Brief Description of Works — [1001, 1908, 1186, 1936]
row-label: - Selling Tender Document (Principal) — [1001, 1780, 1186, 1796]
row-value: 16.08.2021 — [1186, 1665, 1500, 1681]
row-value: Housing Construction Project for the Insolvent Freedom Fighters — [1186, 1439, 1500, 1455]
column-divider — [672, 121, 673, 2308]
row-value: Upazila Nirbahi Officer — [1186, 2059, 1404, 2075]
row-value: Office of The Upazila Nirbahi Officer, Noakhali Sadar, Noakhali. — [1186, 1780, 1500, 1796]
section-rule — [391, 1315, 667, 1316]
tender-row — [980, 1830, 1500, 1846]
row-label: Ministry/Division — [1001, 1358, 1186, 1374]
tender-id: 597747 — [67, 1799, 118, 1839]
article-body: (প্রথম পৃষ্ঠার পর) যুক্তরাষ্ট্রের অনুরোধে কিছু আফগান নাগরিককে সাময়িকভাবে আশ্রয় দেওয়ার বিষয়টি বিবেচনা করছে বাংলাদেশ। পররাষ্ট্রমন্ত্রী ড. এ কে আবদুল মোমেন এ তথ্য জানিয়েছেন। তিনি বলেন, যুক্তরাষ্ট্র এ বিষয়ে আমাদের কাছে অনুরোধ জানিয়েছে। আমরা বিষয়টি নিয়ে আলোচনা করছি। তবে এখনো কোনো সিদ্ধান্ত নেওয়া হয়নি। পররাষ্ট্রমন্ত্রী বলেন, আফগানিস্তানে শান্তি ও স্থিতিশীলতা ফিরে আসুক এটাই আমাদের প্রত্যাশা। সেখানকার জনগণ নিজেরাই তাদের ভবিষ্যৎ নির্ধারণ করবে। কাবুলে অবস্থানরত বাংলাদেশি নাগরিকদের নিরাপদে দেশে ফিরিয়ে আনার চেষ্টা চলছে। এ লক্ষ্যে সংশ্লিষ্ট দেশগুলোর সঙ্গে যোগাযোগ রাখা হচ্ছে। আফগানিস্তানে কতজন বাংলাদেশি রয়েছেন তা জানতে তালিকা তৈরি করা হচ্ছে। বিভিন্ন আন্তর্জাতিক সংস্থায় কর্মরত বাংলাদেশিরা সেখানে রয়েছেন। তাদের সঙ্গে যোগাযোগ রক্ষা করা হচ্ছে। প্রয়োজনে বিশেষ ফ্লাইটে তাদের ফেরত আনা হবে। পররাষ্ট্র মন্ত্রণালয় একটি হটলাইন চালু করেছে। আফগানিস্তানে অবস্থানরত বাংলাদেশিদের পরিবারের সদস্যরা এই নম্বরে যোগাযোগ করতে পারবেন। আফগানিস্তানের পরিস্থিতি দ্রুত পরিবর্তন হচ্ছে। তালেবান কাবুলের নিয়ন্ত্রণ নেওয়ার পর বিভিন্ন দেশ তাদের দূতাবাস বন্ধ করে দিয়েছে। কূটনীতিকদের সরিয়ে নেওয়া হয়েছে। বাংলাদেশের কোনো দূতাবাস কাবুলে নেই। তাই পার্শ্ববর্তী দেশের দূতাবাসের মাধ্যমে যোগাযোগ রাখা হচ্ছে। পররাষ্ট্র সচিব জানিয়েছেন, পরিস্থিতি নিবিড়ভাবে পর্যবেক্ষণ করা হচ্ছে। আঞ্চলিক নিরাপত্তার বিষয়টিও গুরুত্বের সঙ্গে দেখা হচ্ছে। আফগানিস্তান থেকে জঙ্গিবাদের বিস্তার যাতে না ঘটে সে বিষয়ে সতর্ক থাকতে হবে। আইনশৃঙ্খলা বাহিনী এ বিষয়ে সজাগ রয়েছে। স্বরাষ্ট্রমন্ত্রী বলেন, দেশে জঙ্গিবাদের কোনো স্থান নেই। যেকোনো পরিস্থিতি মোকাবিলায় আমরা প্রস্তুত। বিশ্লেষকরা বলছেন, আফগানিস্তানের পরিস্থিতি দক্ষিণ এশিয়ার নিরাপত্তায় প্রভাব ফেলতে পারে। আঞ্চলিক দেশগুলোর সমন্বিত উদ্যোগ প্রয়োজন। জাতিসংঘ মহাসচিব সব পক্ষকে সংযম প্রদর্শনের আহ্বান জানিয়েছেন। মানবিক সহায়তা অব্যাহত রাখার কথা বলেছেন। আফগান জনগণের পাশে থাকার অঙ্গীকার করেছে আন্তর্জাতিক সম্প্রদায়। বিভিন্ন দেশ শরণার্থী গ্রহণের প্রস্তাব দিয়েছে। কানাডা বিশ হাজার আফগান শরণার্থী গ্রহণের ঘোষণা দিয়েছে। যুক্তরাজ্যও একই ধরনের উদ্যোগ নিয়েছে। ইউরোপীয় ইউনিয়ন বলছে, তারা আফগানিস্তানের মানবিক পরিস্থিতি নিয়ে উদ্বিগ্ন। সদস্য দেশগুলো এ বিষয়ে আলোচনা করছে। পররাষ্ট্রমন্ত্রী আরও বলেন, বাংলাদেশ সবসময় মানবিক বিষয়কে গুরুত্ব দেয়। রোহিঙ্গাদের আশ্রয় দিয়ে বাংলাদেশ বিশ্বে দৃষ্টান্ত স্থাপন করেছে। তবে আমাদের নিজস্ব সীমাবদ্ধতার কথাও বিবেচনা করতে হবে। এরই মধ্যে দশ লাখের বেশি রোহিঙ্গা শরণার্থী বাংলাদেশে আশ্রয় নিয়েছে। তাদের প্রত্যাবাসন এখনো শুরু হয়নি। আন্তর্জাতিক সম্প্রদায়ের কাছে আমরা এ বিষয়ে সহযোগিতা চেয়েছি। — [678, 1386, 955, 1757]
continued-label: (প্রথম পৃষ্ঠার পর) — [1240, 151, 1298, 162]
row-num: 17 — [980, 1681, 1001, 1697]
row-label: Procurement Method — [1001, 1505, 1186, 1521]
rows-dates — [979, 1714, 1500, 1763]
tender-ad — [967, 1210, 1512, 2312]
company-address: PGCB Bhaban, Avenue-3, Jahurul Islam City, Aftabnagar, Badda, Dhaka-1212 — [66, 1654, 377, 1664]
article-ma-meye — [678, 389, 956, 790]
row-label: - Opening Tender Document — [1001, 1846, 1186, 1862]
article-kabul — [1240, 420, 1512, 1099]
row-label: Tender Last Selling Date — [1001, 1681, 1186, 1697]
headline: সমানভাবে দায়ী — [155, 125, 279, 148]
row-num — [980, 1846, 1001, 1862]
row-label: Tender Opening Date and Time — [1001, 1747, 1186, 1763]
entity-details — [979, 2025, 1500, 2042]
lot-header: Tender Security Amount (Tk) — [1307, 1981, 1396, 2009]
row-num: 10 — [980, 1538, 1001, 1555]
lot-header: Identification of Lot — [1049, 1981, 1199, 2009]
row-num: 21 — [980, 1879, 1001, 1908]
tender-row — [980, 1908, 1500, 1936]
row-label: Invitation Ref No — [1001, 1455, 1186, 1471]
row-value: N/A — [1452, 2103, 1500, 2119]
row-value: Office of The Upazila Nirbahi Officer, Noakhali Sadar, Noakhali — [1186, 1846, 1500, 1862]
tender-row — [980, 1604, 1500, 1620]
pgcb-logo-icon — [146, 1592, 183, 1629]
row-label: Tender Package No. — [1001, 1620, 1186, 1637]
row-value: LTM — [1186, 1505, 1412, 1521]
section-heading: KEY INFORMATION — [980, 1488, 1500, 1504]
tender-closing: 05 Sep-2021 at 14:00 — [561, 1799, 658, 1839]
headline: তোপের মুখে — [909, 1107, 1002, 1129]
mujib-year-logo: ৳ — [64, 1582, 138, 1641]
headline: কিছু আফগানকে — [759, 1359, 874, 1380]
article-body: (প্রথম পৃষ্ঠার পর) কোনো ভাবে ফেরানো যাচ্ছে না। দণ্ডপ্রাপ্ত খুনিদের দেশে ফিরিয়ে আনতে সরকার কূটনৈতিক তৎপরতা অব্যাহত রেখেছে। পলাতকদের অবস্থান শনাক্ত করা হয়েছে। যুক্তরাষ্ট্র ও কানাডায় অবস্থানরত খুনিদের ফেরত পাঠানোর জন্য অনুরোধ জানানো হয়েছে। আইনমন্ত্রী বলেছেন, তারা দেশে ফিরলেই রায় কার্যকর করা হবে। এ বিষয়ে আন্তর্জাতিক আইনি সহায়তা নেওয়া হচ্ছে। দূতাবাসগুলো বিষয়টি নিয়ে কাজ করছে। সংশ্লিষ্ট দেশের সরকারের সঙ্গে আলোচনা চলছে। সরকার আশাবাদী যে শিগগিরই ইতিবাচক ফল পাওয়া যাবে। — [391, 1349, 667, 1430]
rows-general — [979, 1357, 1500, 1487]
rows-entity — [979, 2042, 1500, 2119]
signatory-name: সুবীর কান্তি নাথ — [471, 1979, 542, 1992]
lot-security: 3% — [1307, 2009, 1396, 2025]
masthead — [0, 0, 1568, 119]
continued-label: (প্রথম পৃষ্ঠার পর) — [678, 151, 739, 162]
row-num: 20 — [980, 1764, 1001, 1780]
row-value: Ministry of Liberation War Affairs — [1186, 1358, 1500, 1374]
column-divider — [385, 121, 386, 1568]
row30-text: The Procuring Entity reserves the right to reject all the Tenders or annual the Tender proceedings — [1001, 2120, 1500, 2136]
tender-row — [980, 1846, 1500, 1862]
rows-particular — [979, 1587, 1500, 1697]
section-heading: INFORMATION FOR TENDERER — [980, 1863, 1500, 1879]
tender-row — [980, 1390, 1500, 1407]
row-label: Procuring Entity Code — [1001, 1407, 1186, 1423]
memo-number: স্মারক নং-২৭.২১.০০০০.৬৮৪.০৭.০০১.২১.৫৫৭ — [66, 1674, 259, 1686]
ad-rule — [63, 1649, 659, 1651]
row-label: Contact details of Official Inviting Tender — [1001, 2103, 1186, 2119]
row-num: 1 — [980, 1358, 1001, 1374]
etender-intro: পিজিসিবি'র জিএমডি, চট্টগ্রাম (সেন্ট্রাল) দপ্তর এর আওতাধীন নিম্নলিখিত দরপত্র e-GP পোর্টালে প্রকাশিত হয়েছে। — [66, 1733, 575, 1746]
tender-table — [979, 1341, 1500, 2136]
row-num — [980, 1796, 1001, 1812]
key-info — [979, 1487, 1500, 1504]
signature: ১৬/৮/২১ — [1339, 2133, 1434, 2161]
byline: -ড. তৌফিক-ই-ইলাহী চৌধুরী — [465, 181, 593, 195]
article-gobeshona — [391, 121, 667, 929]
row-value: N/A — [1404, 2103, 1452, 2119]
row-value: As per TDS — [1186, 1879, 1500, 1908]
continued-label: (প্রথম পৃষ্ঠার পর) — [391, 1349, 449, 1360]
row-num: 22 — [980, 1908, 1001, 1936]
lot-no: 1 — [1001, 2009, 1049, 2025]
row-label: Designation of Official Inviting Tender — [1001, 2059, 1186, 2075]
tender-row — [980, 1665, 1500, 1681]
masthead-tagline: বাংলাদেশের স্বার্থ ও প্রকৃতির জাতীয় দৈনিক — [58, 18, 195, 27]
headline: আইসিইউতে রওশন — [1031, 974, 1166, 994]
section-heading: PROCURING ENTITY DETAILS — [980, 2026, 1500, 2042]
col-header: Invitation Reference No. — [118, 1771, 268, 1799]
row-value: ০১/০৮/২০২১ ইং — [1186, 1471, 1500, 1487]
funding-info — [979, 1521, 1500, 1538]
etender-footer: আগ্রহী ঠিকাদারী প্রতিষ্ঠানকে www.eprocure.gov.bd সাইটের মাধ্যমে দরপত্রে অংশগ্রহণের জন্য অনুরোধ করা যাচ্ছে। — [66, 1934, 601, 1947]
row-num: 5 — [980, 1423, 1001, 1439]
article-roushan — [967, 970, 1230, 1100]
continued-label: (প্রথম পৃষ্ঠার পর) — [678, 1386, 736, 1396]
row-value: GOVERNMENT OF THE PEOPLE'S REPUBLIC OF BANGLADESH — [1186, 1538, 1500, 1555]
reporter: নিজস্ব প্রতিবেদক — [391, 204, 456, 216]
article-pk-halder — [678, 795, 956, 1100]
row-label: Tender Closing Date and Time — [1001, 1731, 1186, 1747]
lot-header: Location — [1198, 1981, 1307, 2009]
continued-label: (প্রথম পৃষ্ঠার পর) — [391, 967, 449, 977]
company-name-en: POWER GRID COMPANY OF BANGLADESH LTD. — [191, 1614, 585, 1633]
row-num: 15 — [980, 1637, 1001, 1665]
row-value — [1186, 1764, 1500, 1780]
column-divider — [1234, 121, 1235, 1206]
pgcb-etender-ad — [55, 1572, 667, 2029]
row-label: Tender Package Name — [1001, 1637, 1186, 1665]
row-value: 0321-61095 — [1186, 2103, 1404, 2119]
tender-table-header — [979, 1341, 1500, 1357]
row-value: Noakhali — [1186, 1423, 1500, 1439]
gov-heading: GOVERNMENT OF THE PEOPLE'S REPUBLIC OF BANGLADESH — [980, 1341, 1500, 1357]
pm-photo — [587, 1580, 661, 1645]
headline: বঙ্গবন্ধুকে নিয়ে আরও গবেষণা প্রয়োজন — [407, 125, 651, 171]
row-value: বীর নিবাস নির্মাণের জন্য জমির পরিমাপ নির্ধারণ, ফুটিং ফাউন্ডেশন ও কলাম ডিজাইন অনুযায়ী নির্মাণ কাজ — [1186, 1936, 1500, 1964]
row-num: 7 — [980, 1455, 1001, 1471]
ad-code: জি-৯৬১৩/২১ (৩×৮) — [978, 2288, 1079, 2301]
row-num: 28 — [980, 2075, 1001, 2103]
tender-row — [980, 1936, 1500, 1964]
headline: পশ্চিমবঙ্গে বিজেপি — [1310, 125, 1442, 146]
row-num: 3 — [980, 1390, 1001, 1407]
row-value: N/A — [1186, 1796, 1500, 1812]
row-label: Budget and Source of Funds — [1001, 1538, 1186, 1555]
continued-label: (প্রথম পৃষ্ঠার পর) — [678, 1135, 737, 1145]
reporter: নিজস্ব প্রতিবেদক — [967, 208, 1032, 220]
section-name: খবর — [1323, 62, 1365, 90]
tender-row — [980, 1637, 1500, 1665]
row-value: Office of The Upazila Nirbahi Officer, Noakhali Sadar, Noakhali — [1186, 2075, 1404, 2103]
row-num — [980, 1780, 1001, 1796]
selling-note-text: (up to the day prior to the day of Deadline for Submission) — [1001, 1698, 1500, 1714]
sign-title: উপজেলা প্রকল্প বাস্তবায়ন কর্মকর্তা — [1246, 2221, 1454, 2239]
article-body: প্রধানমন্ত্রীর বিদ্যুৎ, জ্বালানি ও খনিজসম্পদ বিষয়ক উপদেষ্টা ড. তৌফিক-ই-ইলাহী চৌধুরী বলেছেন, ইতিহাস বিকৃতিকারীদের হাত থেকে নতুন প্রজন্মকে রক্ষা করতে হলে বঙ্গবন্ধুকে নিয়ে আরও গবেষণা প্রয়োজন। জাতীয় শোক দিবস উপলক্ষে বিদ্যুৎ, জ্বালানি ও খনিজসম্পদ মন্ত্রণালয় আয়োজিত ভার্চুয়াল আলোচনা সভায় প্রধান অতিথির বক্তব্যে তিনি এসব কথা বলেন। উপদেষ্টা বলেন, বঙ্গবন্ধুর জীবন ও কর্মের অনেক দিক এখনো অনাবিষ্কৃত রয়ে গেছে। তাঁর রাজনৈতিক দর্শন, অর্থনৈতিক চিন্তা ও পররাষ্ট্রনীতি নিয়ে বিস্তারিত গবেষণা হওয়া দরকার। বিশ্ববিদ্যালয়গুলোতে বঙ্গবন্ধু চেয়ার প্রতিষ্ঠা করা হয়েছে। সেখানে আরও গবেষণার সুযোগ তৈরি করতে হবে। বিদ্যুৎ প্রতিমন্ত্রী নসরুল হামিদ বলেন, বঙ্গবন্ধু স্বাধীনতার পর যুদ্ধবিধ্বস্ত দেশে জ্বালানি নিরাপত্তা নিশ্চিত করতে পাঁচটি গ্যাসক্ষেত্র কিনে নিয়েছিলেন। সেই দূরদর্শী সিদ্ধান্তের সুফল আজও দেশ পাচ্ছে। তিনি বলেন, জাতির পিতার স্বপ্ন বাস্তবায়নে শতভাগ বিদ্যুতায়ন নিশ্চিত করা হয়েছে। অনুষ্ঠানে সভাপতিত্ব করেন বিদ্যুৎ বিভাগের সিনিয়র সচিব। জ্বালানি ও খনিজসম্পদ বিভাগের সচিব বক্তব্য রাখেন। পেট্রোবাংলা, বিপিসি ও বিদ্যুৎ উন্নয়ন বোর্ডের চেয়ারম্যানসহ ঊর্ধ্বতন কর্মকর্তারা অনুষ্ঠানে যুক্ত ছিলেন। বক্তারা বলেন, বঙ্গবন্ধু একটি সুখী সমৃদ্ধ দেশের স্বপ্ন দেখেছিলেন। তাঁর কন্যা প্রধানমন্ত্রী শেখ হাসিনার নেতৃত্বে সেই স্বপ্ন বাস্তবায়িত হচ্ছে। বিদ্যুৎ খাতে অভাবনীয় উন্নতি হয়েছে। উৎপাদন সক্ষমতা পঁচিশ হাজার মেগাওয়াট ছাড়িয়েছে। অনুষ্ঠানের শুরুতে জাতির পিতাসহ পনেরোই আগস্টের সকল শহীদের স্মরণে এক মিনিট নীরবতা পালন করা হয়। পরে তাঁদের আত্মার মাগফিরাত কামনায় দোয়া করা হয়। বঙ্গবন্ধুর জীবনীভিত্তিক প্রামাণ্যচিত্র প্রদর্শিত হয়। — [391, 225, 667, 456]
tender-row — [980, 1620, 1500, 1637]
tender-row — [980, 2059, 1500, 2075]
section-heading: PARTICULAR INFORMATION — [980, 1571, 1500, 1587]
